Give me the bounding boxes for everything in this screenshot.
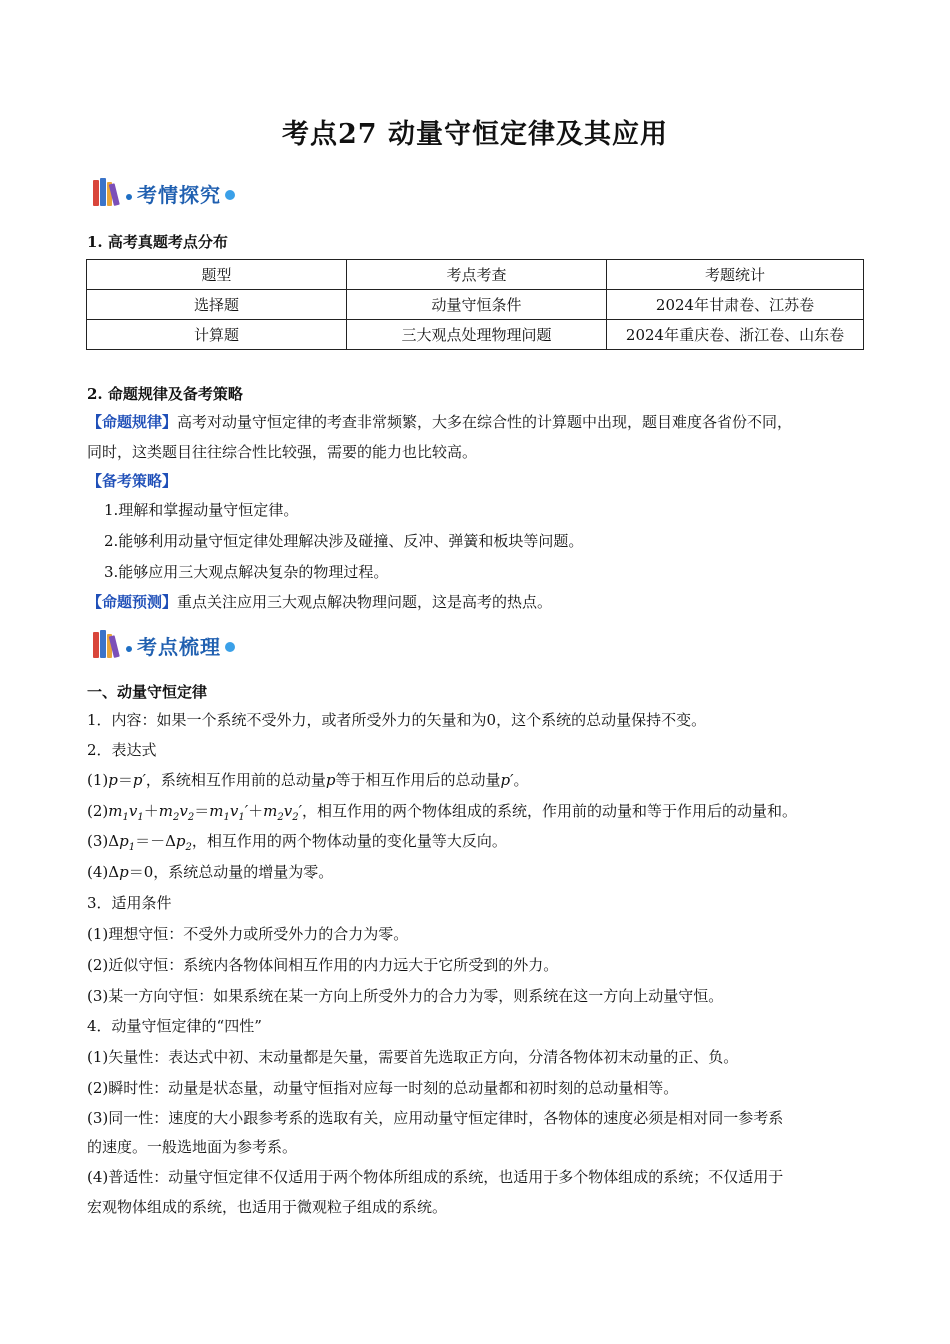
table-cell: 选择题	[87, 290, 347, 320]
formula-line: $(3)\Delta p_1=-\Delta p_2$，相互作用的两个物体动量的变化量等大反向。	[87, 832, 507, 853]
table-header-cell: 考点考查	[347, 260, 607, 290]
table-row	[87, 290, 864, 320]
content-line: (1)理想守恒：不受外力或所受外力的合力为零。	[87, 925, 409, 943]
formula-line: $(2)m_1v_1+m_2v_2=m_1v_1'+m_2v_2'$，相互作用的两个物体组成的系统，作用前的动量和等于作用后的动量和。	[87, 802, 797, 823]
table-cell: 2024年重庆卷、浙江卷、山东卷	[607, 320, 864, 350]
section-heading: 2. 命题规律及备考策略	[87, 385, 243, 403]
strategy-item: 2.能够利用动量守恒定律处理解决涉及碰撞、反冲、弹簧和板块等问题。	[104, 532, 584, 550]
table-cell: 2024年甘肃卷、江苏卷	[607, 290, 864, 320]
table-cell: 动量守恒条件	[347, 290, 607, 320]
table-cell: 三大观点处理物理问题	[347, 320, 607, 350]
forecast-text: 重点关注应用三大观点解决物理问题，这是高考的热点。	[177, 593, 553, 611]
forecast-paragraph	[87, 592, 552, 612]
strategy-item: 3.能够应用三大观点解决复杂的物理过程。	[104, 563, 389, 581]
table-header-cell: 题型	[87, 260, 347, 290]
content-line: 4．动量守恒定律的“四性”	[87, 1017, 262, 1035]
section-banner-key-points	[92, 628, 235, 662]
formula-line: (1)p＝p′，系统相互作用前的总动量p等于相互作用后的总动量p′。	[87, 771, 529, 789]
content-line: (2)近似守恒：系统内各物体间相互作用的内力远大于它所受到的外力。	[87, 956, 559, 974]
momentum-formula: $m_1v_1$	[108, 802, 144, 823]
strategy-item: 1.理解和掌握动量守恒定律。	[104, 501, 299, 519]
forecast-tag: 【命题预测】	[87, 593, 178, 611]
formula-line: (4)Δp＝0，系统总动量的增量为零。	[87, 863, 334, 881]
banner-title: 考点梳理	[137, 634, 221, 659]
rule-tag: 【命题规律】	[87, 413, 178, 431]
table-cell: 计算题	[87, 320, 347, 350]
table-header-cell: 考题统计	[607, 260, 864, 290]
content-line: (3)某一方向守恒：如果系统在某一方向上所受外力的合力为零，则系统在这一方向上动量守恒。	[87, 987, 724, 1005]
table-header-row	[87, 260, 864, 290]
books-icon	[92, 630, 124, 660]
content-line: (2)瞬时性：动量是状态量，动量守恒指对应每一时刻的总动量都和初时刻的总动量相等。	[87, 1079, 679, 1097]
content-line: 2．表达式	[87, 741, 157, 759]
rule-text-cont: 同时，这类题目往往综合性比较强，需要的能力也比较高。	[87, 443, 478, 461]
content-line: 的速度。一般选地面为参考系。	[87, 1138, 298, 1156]
page-title: 考点27 动量守恒定律及其应用	[282, 119, 668, 150]
books-icon	[92, 178, 124, 208]
content-line: 3．适用条件	[87, 894, 172, 912]
content-line: 宏观物体组成的系统，也适用于微观粒子组成的系统。	[87, 1198, 448, 1216]
rule-paragraph	[87, 412, 792, 432]
exam-distribution-table	[86, 259, 864, 350]
table-row	[87, 320, 864, 350]
section-heading: 1. 高考真题考点分布	[87, 233, 228, 251]
dot-icon	[126, 646, 132, 652]
content-line: (4)普适性：动量守恒定律不仅适用于两个物体所组成的系统，也适用于多个物体组成的系统；不仅适用于	[87, 1168, 784, 1186]
dot-icon	[126, 194, 132, 200]
banner-title: 考情探究	[137, 182, 221, 207]
section-heading: 一、动量守恒定律	[87, 683, 208, 701]
section-banner-exam-analysis	[92, 176, 235, 210]
rule-text: 高考对动量守恒定律的考查非常频繁，大多在综合性的计算题中出现，题目难度各省份不同，	[177, 413, 793, 431]
content-line: (3)同一性：速度的大小跟参考系的选取有关，应用动量守恒定律时，各物体的速度必须是相对同一参考系	[87, 1109, 784, 1127]
strategy-tag: 【备考策略】	[87, 472, 178, 490]
content-line: 1．内容：如果一个系统不受外力，或者所受外力的矢量和为0，这个系统的总动量保持不变。	[87, 711, 707, 729]
dot-icon	[225, 642, 235, 652]
content-line: (1)矢量性：表达式中初、末动量都是矢量，需要首先选取正方向，分清各物体初末动量的正、负。	[87, 1048, 739, 1066]
dot-icon	[225, 190, 235, 200]
